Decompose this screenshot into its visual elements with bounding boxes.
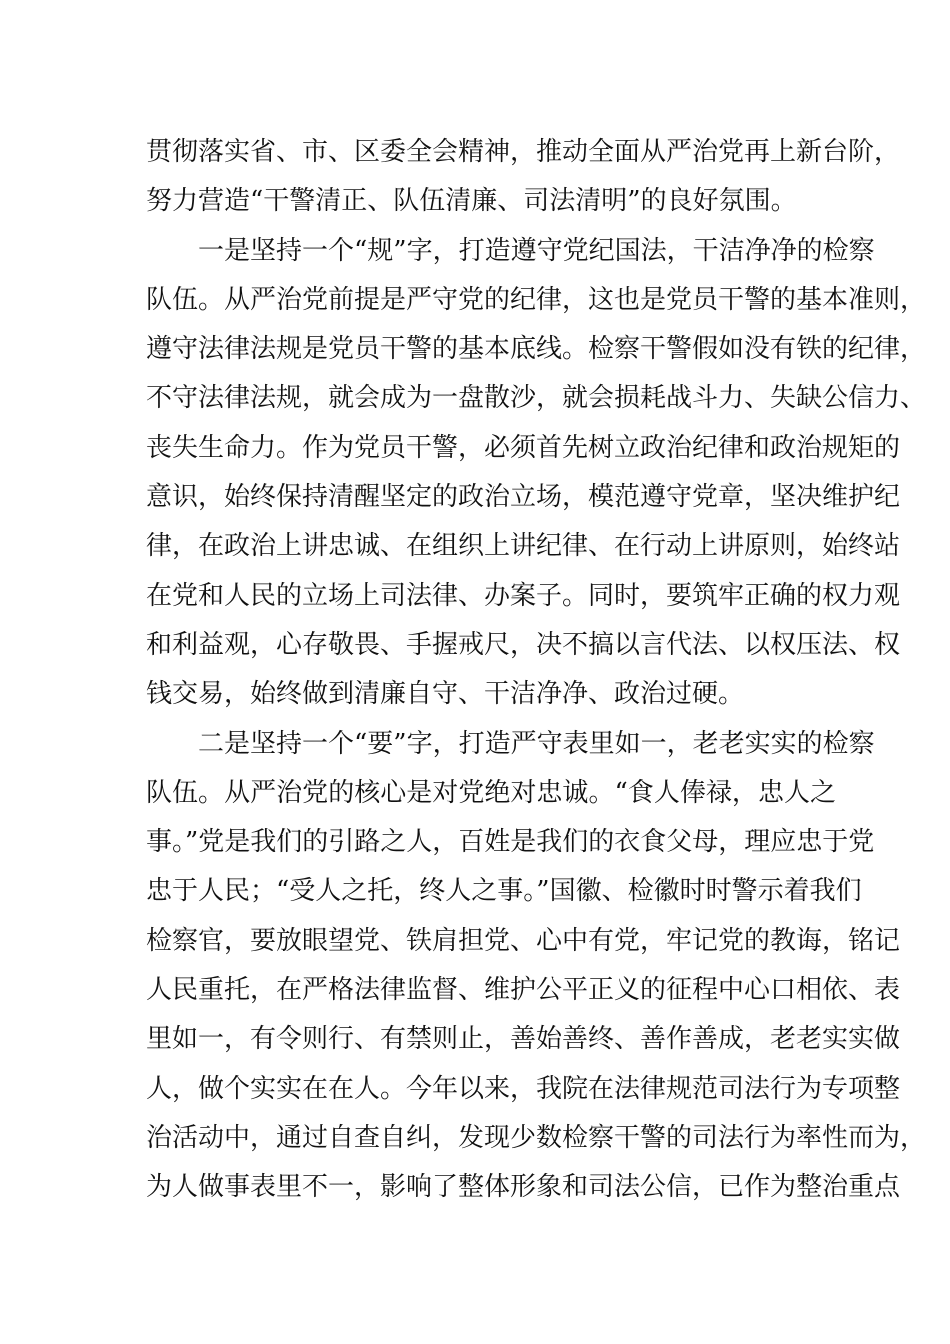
text-line: 队伍。从严治党前提是严守党的纪律，这也是党员干警的基本准则， bbox=[146, 284, 927, 315]
text-line: 和利益观，心存敬畏、手握戒尺，决不搞以言代法、以权压法、权 bbox=[146, 629, 901, 660]
text-line: 忠于人民；“受人之托，终人之事。”国徽、检徽时时警示着我们 bbox=[146, 876, 862, 907]
text-line: 在党和人民的立场上司法律、办案子。同时，要筑牢正确的权力观 bbox=[146, 580, 901, 611]
text-line: 钱交易，始终做到清廉自守、干洁净净、政治过硬。 bbox=[146, 679, 745, 710]
text-line: 事。”党是我们的引路之人，百姓是我们的衣食父母，理应忠于党 bbox=[146, 827, 875, 858]
text-line: 丧失生命力。作为党员干警，必须首先树立政治纪律和政治规矩的 bbox=[146, 432, 901, 463]
text-line: 人，做个实实在在人。今年以来，我院在法律规范司法行为专项整 bbox=[146, 1073, 901, 1104]
text-line: 检察官，要放眼望党、铁肩担党、心中有党，牢记党的教诲，铭记 bbox=[146, 925, 901, 956]
text-line: 律，在政治上讲忠诚、在组织上讲纪律、在行动上讲原则，始终站 bbox=[146, 531, 901, 562]
text-line: 治活动中，通过自查自纠，发现少数检察干警的司法行为率性而为， bbox=[146, 1122, 927, 1153]
paragraph-first-line: 一是坚持一个“规”字，打造遵守党纪国法，干洁净净的检察 bbox=[198, 235, 875, 266]
body-text bbox=[146, 128, 927, 1213]
text-line: 队伍。从严治党的核心是对党绝对忠诚。“食人俸禄，忠人之 bbox=[146, 777, 836, 808]
text-line: 人民重托，在严格法律监督、维护公平正义的征程中心口相依、表 bbox=[146, 975, 901, 1006]
text-line: 不守法律法规，就会成为一盘散沙，就会损耗战斗力、失缺公信力、 bbox=[146, 383, 927, 414]
text-line: 贯彻落实省、市、区委全会精神，推动全面从严治党再上新台阶， bbox=[146, 137, 901, 167]
text-line: 遵守法律法规是党员干警的基本底线。检察干警假如没有铁的纪律， bbox=[146, 334, 927, 365]
text-line: 意识，始终保持清醒坚定的政治立场，模范遵守党章，坚决维护纪 bbox=[146, 482, 901, 513]
text-line: 里如一，有令则行、有禁则止，善始善终、善作善成，老老实实做 bbox=[146, 1024, 901, 1055]
paragraph-first-line: 二是坚持一个“要”字，打造严守表里如一，老老实实的检察 bbox=[198, 728, 875, 759]
text-line: 为人做事表里不一，影响了整体形象和司法公信，已作为整治重点 bbox=[146, 1172, 901, 1203]
text-line: 努力营造“干警清正、队伍清廉、司法清明”的良好氛围。 bbox=[146, 186, 797, 217]
